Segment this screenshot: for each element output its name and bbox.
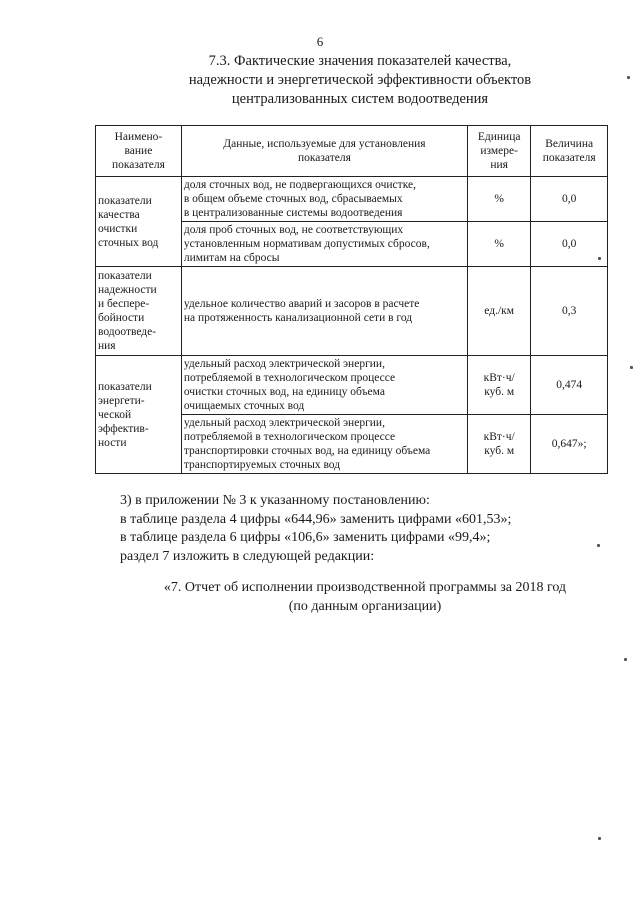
indicator-unit: кВт·ч/ куб. м [467,356,530,415]
scan-speck [598,257,601,260]
section-heading-line: централизованных систем водоотведения [231,91,489,107]
page-number: 6 [316,34,324,49]
scan-speck [598,837,601,840]
scan-speck [624,658,627,661]
indicator-data: удельный расход электрической энергии, потребляемой в технологическом процессе очистки сточных вод, на единицу объема очищаемых сточных вод [181,356,467,415]
indicator-value: 0,0 [531,222,608,267]
scan-speck [630,366,633,369]
header-data: Данные, используемые для установления показателя [181,126,467,177]
amendment-line: 3) в приложении № 3 к указанному постановлению: [120,493,430,508]
report-heading-line: «7. Отчет об исполнении производственной программы за 2018 год [163,580,567,595]
indicator-group-name: показатели качества очистки сточных вод [96,177,182,267]
table-row [96,267,608,356]
scan-speck [627,76,630,79]
indicator-unit: ед./км [467,267,530,356]
indicator-data: удельный расход электрической энергии, потребляемой в технологическом процессе транспортировки сточных вод, на единицу объема транспортируемых сточных вод [181,415,467,474]
table-row [96,356,608,415]
indicator-value: 0,474 [531,356,608,415]
section-heading [150,52,570,109]
amendment-line: в таблице раздела 6 цифры «106,6» заменить цифрами «99,4»; [120,530,491,545]
indicator-data: удельное количество аварий и засоров в расчете на протяженность канализационной сети в год [181,267,467,356]
amendment-line: в таблице раздела 4 цифры «644,96» заменить цифрами «601,53»; [120,511,512,527]
table-row [96,177,608,222]
amendment-line: раздел 7 изложить в следующей редакции: [120,548,375,564]
header-unit: Единица измере- ния [467,126,530,177]
table-header-row [96,126,608,177]
header-value: Величина показателя [531,126,608,177]
header-name: Наимено- вание показателя [96,126,182,177]
report-heading [130,578,600,616]
indicator-data: доля сточных вод, не подвергающихся очистке, в общем объеме сточных вод, сбрасываемых в централизованные системы водоотведения [181,177,467,222]
indicator-value: 0,647»; [531,415,608,474]
section-heading-line: 7.3. Фактические значения показателей качества, [208,53,512,69]
scan-speck [597,544,600,547]
indicator-unit: кВт·ч/ куб. м [467,415,530,474]
indicator-unit: % [467,222,530,267]
indicator-unit: % [467,177,530,222]
indicator-value: 0,3 [531,267,608,356]
indicators-table [95,125,608,474]
indicator-group-name: показатели энергети- ческой эффектив- ности [96,356,182,474]
report-heading-line: (по данным организации) [288,599,442,614]
indicator-value: 0,0 [531,177,608,222]
indicator-data: доля проб сточных вод, не соответствующих установленным нормативам допустимых сбросов, лимитам на сбросы [181,222,467,267]
amendment-text [120,492,600,566]
indicator-group-name: показатели надежности и беспере- бойности водоотведе- ния [96,267,182,356]
section-heading-line: надежности и энергетической эффективности объектов [188,72,532,88]
